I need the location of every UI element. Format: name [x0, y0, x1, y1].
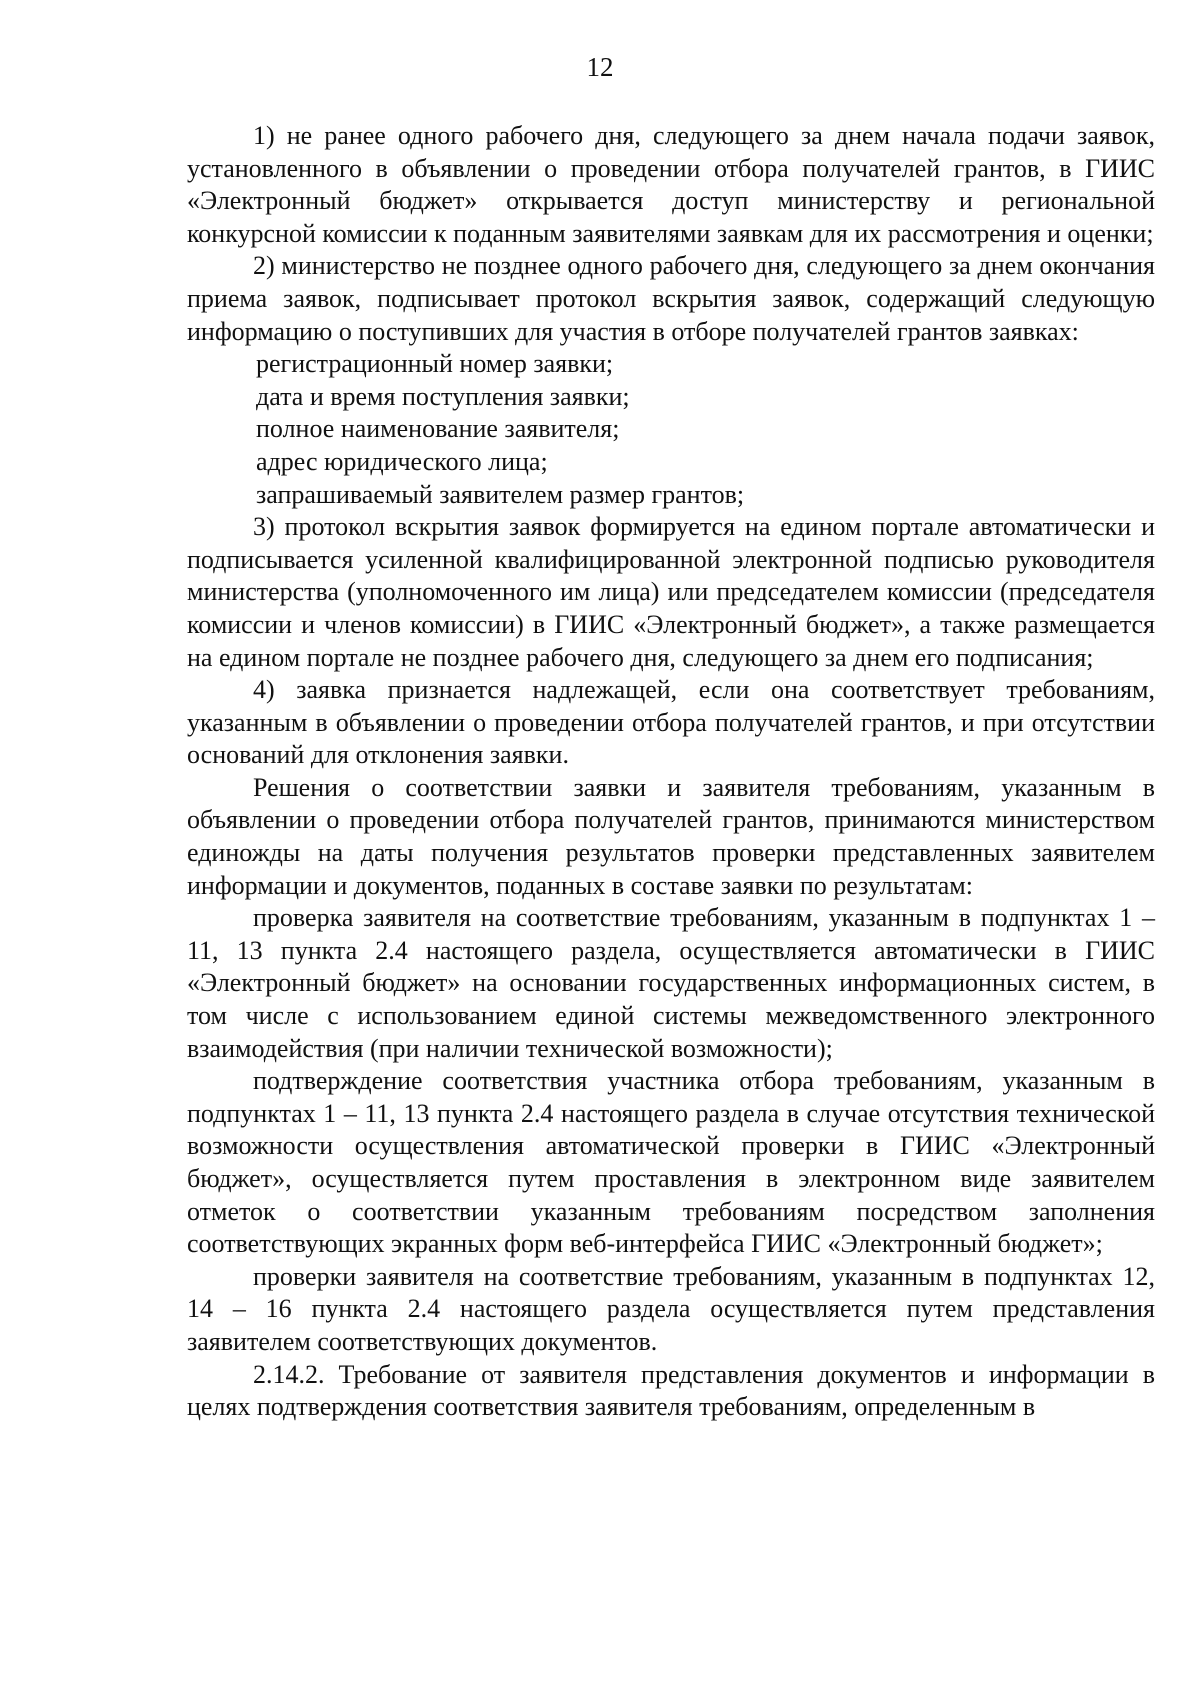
paragraph-item-4: 4) заявка признается надлежащей, если она соответствует требованиям, указанным в объявлении о проведении отбора получателей грантов, и при отсутствии оснований для отклонения заявки.: [187, 675, 1155, 770]
paragraph-section-2-14-2: 2.14.2. Требование от заявителя представления документов и информации в целях подтверждения соответствия заявителя требованиям, определенным в: [187, 1359, 1155, 1422]
paragraph-item-1: 1) не ранее одного рабочего дня, следующего за днем начала подачи заявок, установленного в объявлении о проведении отбора получателей грантов, в ГИИС «Электронный бюджет» открывается доступ министерству и региональной конкурсной комиссии к поданным заявителями заявкам для их рассмотрения и оценки;: [187, 121, 1155, 248]
paragraph-decisions: Решения о соответствии заявки и заявителя требованиям, указанным в объявлении о проведении отбора получателей грантов, принимаются министерством единожды на даты получения результатов проверки представленных заявителем информации и документов, поданных в составе заявки по результатам:: [187, 772, 1155, 900]
paragraph-manual-confirmation: подтверждение соответствия участника отбора требованиям, указанным в подпунктах 1 – 11, 13 пункта 2.4 настоящего раздела в случае отсутствия технической возможности осуществления автоматической проверки в ГИИС «Электронный бюджет», осуществляется путем проставления в электронном виде заявителем отметок о соответствии указанным требованиям посредством заполнения соответствующих экранных форм веб-интерфейса ГИИС «Электронный бюджет»;: [187, 1066, 1155, 1259]
paragraph-auto-check: проверка заявителя на соответствие требованиям, указанным в подпунктах 1 – 11, 13 пункта 2.4 настоящего раздела, осуществляется автоматически в ГИИС «Электронный бюджет» на основании государственных информационных систем, в том числе с использованием единой системы межведомственного электронного взаимодействия (при наличии технической возможности);: [187, 903, 1155, 1063]
paragraph-document-check: проверки заявителя на соответствие требованиям, указанным в подпунктах 12, 14 – 16 пункта 2.4 настоящего раздела осуществляется путем представления заявителем соответствующих документов.: [187, 1261, 1155, 1356]
list-item-applicant-name: полное наименование заявителя;: [256, 414, 620, 444]
paragraph-item-2: 2) министерство не позднее одного рабочего дня, следующего за днем окончания приема заявок, подписывает протокол вскрытия заявок, содержащий следующую информацию о поступивших для участия в отборе получателей грантов заявках:: [187, 251, 1155, 346]
list-item-grant-amount: запрашиваемый заявителем размер грантов;: [256, 479, 745, 509]
document-body: [187, 120, 1155, 1424]
list-item-legal-address: адрес юридического лица;: [256, 446, 548, 476]
page-number: 12: [586, 52, 614, 82]
list-item-date-time: дата и время поступления заявки;: [256, 381, 630, 411]
paragraph-item-3: 3) протокол вскрытия заявок формируется на едином портале автоматически и подписывается усиленной квалифицированной электронной подписью руководителя министерства (уполномоченного им лица) или председателем комиссии (председателя комиссии и членов комиссии) в ГИИС «Электронный бюджет», а также размещается на едином портале не позднее рабочего дня, следующего за днем его подписания;: [187, 512, 1155, 672]
list-item-registration-number: регистрационный номер заявки;: [256, 349, 614, 379]
